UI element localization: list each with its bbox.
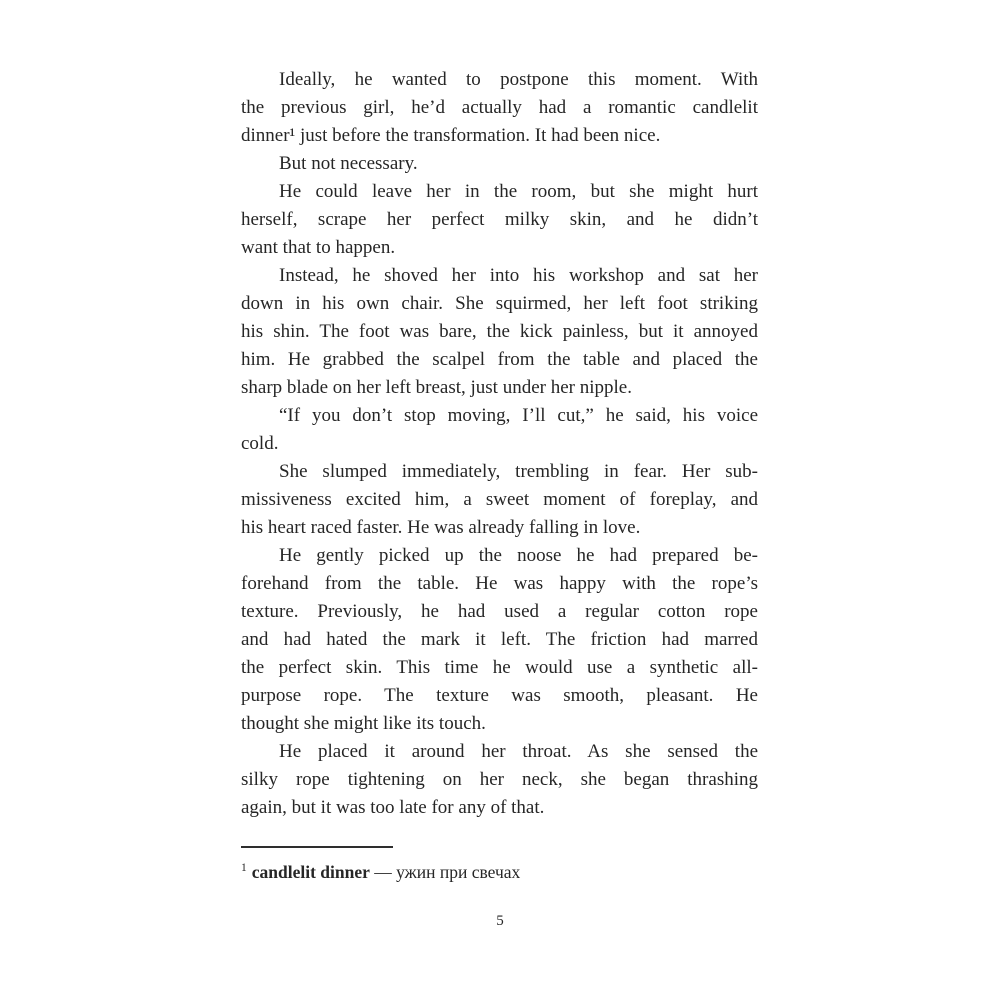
footnote-translation: — ужин при свечах [374, 862, 521, 882]
text-line: missiveness excited him, a sweet moment of foreplay, and [241, 489, 758, 510]
text-line: Ideally, he wanted to postpone this moment. With [279, 69, 758, 90]
text-line: thought she might like its touch. [241, 713, 486, 734]
text-line: him. He grabbed the scalpel from the table and placed the [241, 349, 758, 370]
text-line: He gently picked up the noose he had prepared be- [279, 545, 758, 566]
text-line: herself, scrape her perfect milky skin, and he didn’t [241, 209, 758, 230]
text-line: the perfect skin. This time he would use a synthetic all- [241, 657, 758, 678]
footnote-marker: 1 [241, 862, 247, 875]
text-line: the previous girl, he’d actually had a romantic candlelit [241, 97, 758, 118]
paragraph [241, 262, 758, 402]
text-line: dinner¹ just before the transformation. It had been nice. [241, 125, 661, 146]
text-line: She slumped immediately, trembling in fear. Her sub- [279, 461, 758, 482]
footnote [241, 846, 758, 884]
paragraph [241, 66, 758, 150]
text-line: cold. [241, 433, 279, 454]
paragraph [241, 402, 758, 458]
paragraph [241, 150, 758, 178]
text-line: Instead, he shoved her into his workshop and sat her [279, 265, 758, 286]
text-block [241, 66, 758, 822]
text-line: forehand from the table. He was happy with the rope’s [241, 573, 758, 594]
text-line: “If you don’t stop moving, I’ll cut,” he said, his voice [279, 405, 758, 426]
text-line: But not necessary. [279, 153, 418, 174]
text-line: again, but it was too late for any of that. [241, 797, 545, 818]
paragraph [241, 542, 758, 738]
text-line: silky rope tightening on her neck, she began thrashing [241, 769, 758, 790]
page-number: 5 [496, 913, 504, 929]
text-line: sharp blade on her left breast, just under her nipple. [241, 377, 632, 398]
text-line: purpose rope. The texture was smooth, pleasant. He [241, 685, 758, 706]
text-line: his heart raced faster. He was already falling in love. [241, 517, 641, 538]
text-line: He placed it around her throat. As she sensed the [279, 741, 758, 762]
paragraph [241, 738, 758, 822]
text-line: and had hated the mark it left. The friction had marred [241, 629, 758, 650]
text-line: down in his own chair. She squirmed, her left foot striking [241, 293, 758, 314]
text-line: want that to happen. [241, 237, 396, 258]
footnote-separator [241, 846, 393, 848]
text-line: texture. Previously, he had used a regular cotton rope [241, 601, 758, 622]
footnote-text [241, 860, 758, 884]
text-line: his shin. The foot was bare, the kick painless, but it annoyed [241, 321, 758, 342]
footnote-term: candlelit dinner [251, 862, 370, 882]
paragraph [241, 458, 758, 542]
paragraph [241, 178, 758, 262]
text-line: He could leave her in the room, but she might hurt [279, 181, 758, 202]
